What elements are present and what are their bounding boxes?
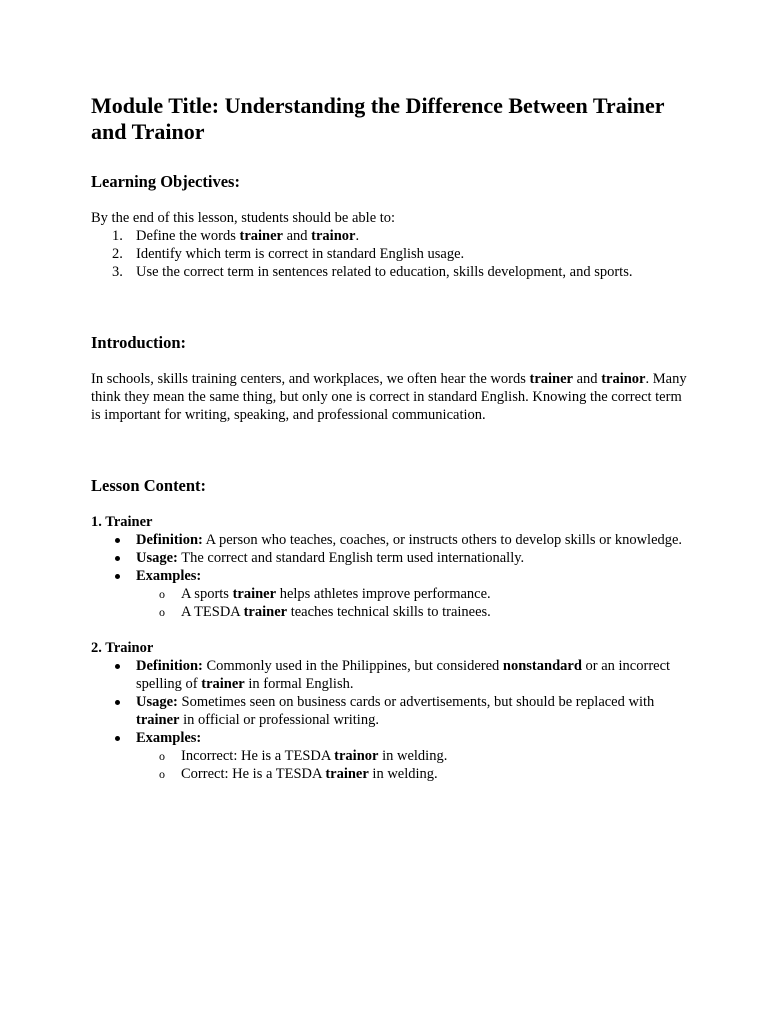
bullet-icon [115,538,120,543]
objective-text: and [282,228,312,244]
paragraph-text: . Many think they mean the same thing, but only one is correct in standard English. Knowing the correct term is important for writing, speaking, and professional communication. [91,371,687,423]
bold-term: trainor [334,748,379,764]
list-text: Sometimes seen on business cards or advertisements, but should be replaced with [177,694,655,710]
examples-sublist [136,747,691,783]
example-text: in welding. [368,766,438,782]
paragraph-text: and [573,371,602,387]
example-text: teaches technical skills to trainees. [287,604,491,620]
sublist-item [136,603,691,621]
objective-text: Use the correct term in sentences related to education, skills development, and sports. [136,264,633,280]
bold-label: Definition: [136,532,203,548]
introduction-paragraph [91,370,691,424]
bold-label: Usage: [136,694,178,710]
sublist-item [136,765,691,783]
list-item [91,549,691,567]
objective-text: Identify which term is correct in standard English usage. [136,246,465,262]
example-text: Incorrect: He is a TESDA [181,748,335,764]
list-item [91,567,691,621]
bullet-icon [115,556,120,561]
bold-term: trainer [325,766,369,782]
bold-label: Examples: [136,730,202,746]
list-number: 3. [112,264,123,280]
circle-bullet-icon: o [159,605,165,619]
bold-term: trainor [601,371,646,387]
module-title: Module Title: Understanding the Difference Between Trainer and Trainor [91,93,665,144]
example-text: helps athletes improve performance. [276,586,491,602]
list-text: Commonly used in the Philippines, but considered [202,658,503,674]
objectives-intro: By the end of this lesson, students should be able to: [91,210,396,226]
objective-text: . [355,228,360,244]
objectives-list [91,227,691,281]
circle-bullet-icon: o [159,587,165,601]
bold-term: trainer [239,228,283,244]
list-item [91,729,691,783]
sublist-item [136,585,691,603]
bold-term: trainer [232,586,277,602]
example-text: A sports [181,586,233,602]
example-text: A TESDA [181,604,244,620]
document-body [91,93,691,783]
bold-label: Usage: [136,550,178,566]
introduction-heading: Introduction: [91,333,187,352]
bullet-icon [115,664,120,669]
list-number: 2. [112,246,123,262]
bold-label: Examples: [136,568,202,584]
list-text: in formal English. [244,676,354,692]
list-text: in official or professional writing. [179,712,379,728]
list-number: 1. [112,228,123,244]
bullet-icon [115,700,120,705]
objective-item [91,227,691,245]
trainor-bullet-list [91,657,691,783]
bold-label: Definition: [136,658,203,674]
objective-item [91,245,691,263]
trainer-heading: 1. Trainer [91,514,153,530]
bullet-icon [115,736,120,741]
list-text: A person who teaches, coaches, or instructs others to develop skills or knowledge. [202,532,683,548]
lesson-content-heading: Lesson Content: [91,476,207,495]
circle-bullet-icon: o [159,767,165,781]
bold-term: trainer [201,676,245,692]
bold-term: trainor [311,228,356,244]
bold-term: trainer [243,604,288,620]
bold-term: trainer [529,371,573,387]
paragraph-text: In schools, skills training centers, and workplaces, we often hear the words [91,371,530,387]
bold-term: trainer [136,712,180,728]
objective-text: Define the words [136,228,240,244]
learning-objectives-heading: Learning Objectives: [91,172,240,191]
trainer-bullet-list [91,531,691,621]
list-item [91,693,691,729]
circle-bullet-icon: o [159,749,165,763]
objective-item [91,263,691,281]
list-text: The correct and standard English term used internationally. [177,550,525,566]
list-text: or an incorrect spelling of [136,658,671,692]
trainor-heading: 2. Trainor [91,640,154,656]
bullet-icon [115,574,120,579]
list-item [91,657,691,693]
list-item [91,531,691,549]
sublist-item [136,747,691,765]
examples-sublist [136,585,691,621]
example-text: Correct: He is a TESDA [181,766,326,782]
bold-term: nonstandard [502,658,582,674]
example-text: in welding. [378,748,448,764]
